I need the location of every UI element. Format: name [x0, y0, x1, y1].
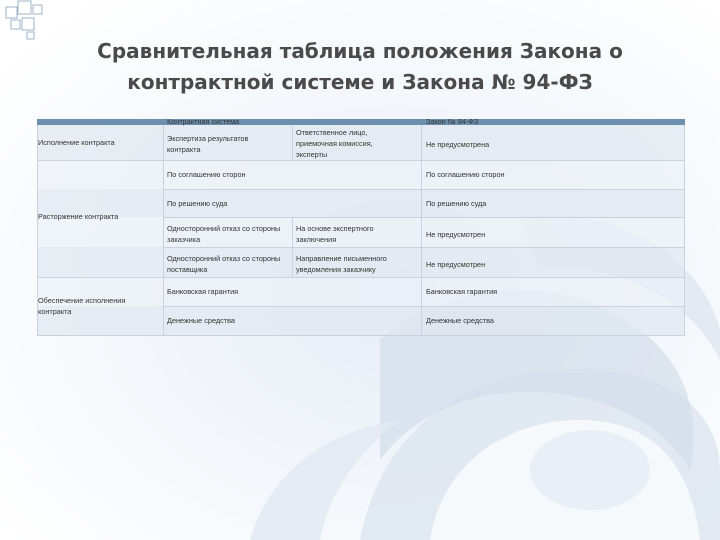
table-cell: Экспертиза результатов контракта [167, 134, 249, 154]
table-cell: Не предусмотрен [426, 230, 486, 239]
table-grid-line [421, 125, 422, 335]
slide-title-line-1: Сравнительная таблица положения Закона о [97, 39, 623, 63]
table-cell: По соглашению сторон [167, 170, 246, 179]
table-grid-line [37, 335, 685, 336]
table-cell: Односторонний отказ со стороны поставщика [167, 254, 281, 274]
section-label-execution: Исполнение контракта [38, 138, 115, 147]
table-cell: На основе экспертного заключения [296, 224, 374, 244]
slide-title [60, 36, 660, 98]
table-header-law-94: Закон № 94-ФЗ [426, 117, 479, 126]
table-grid-line [163, 189, 685, 190]
table-cell: Односторонний отказ со стороны заказчика [167, 224, 281, 244]
table-grid-line [163, 217, 685, 218]
table-grid-line [163, 306, 685, 307]
table-header-contract-system: Контрактная система [167, 117, 240, 126]
table-grid-line [37, 277, 685, 278]
table-cell: Не предусмотрена [426, 140, 490, 149]
section-label-security: Обеспечение исполнения контракта [38, 296, 126, 316]
table-cell: Ответственное лицо, приемочная комиссия, эксперты [296, 128, 373, 159]
table-grid-line [684, 125, 685, 335]
table-cell: Банковская гарантия [167, 287, 239, 296]
table-cell: Банковская гарантия [426, 287, 498, 296]
table-grid-line [163, 125, 164, 335]
table-cell: Направление письменного уведомления заказчику [296, 254, 387, 274]
table-grid-line [163, 247, 685, 248]
table-cell: Денежные средства [167, 316, 235, 325]
table-cell: Не предусмотрен [426, 260, 486, 269]
table-grid-line [292, 125, 293, 160]
table-cell: Денежные средства [426, 316, 494, 325]
section-label-termination: Расторжение контракта [38, 212, 119, 221]
table-grid-line [37, 160, 685, 161]
table-cell: По соглашению сторон [426, 170, 505, 179]
slide-title-line-2: контрактной системе и Закона № 94-ФЗ [127, 70, 593, 94]
table-cell: По решению суда [167, 199, 228, 208]
table-cell: По решению суда [426, 199, 487, 208]
